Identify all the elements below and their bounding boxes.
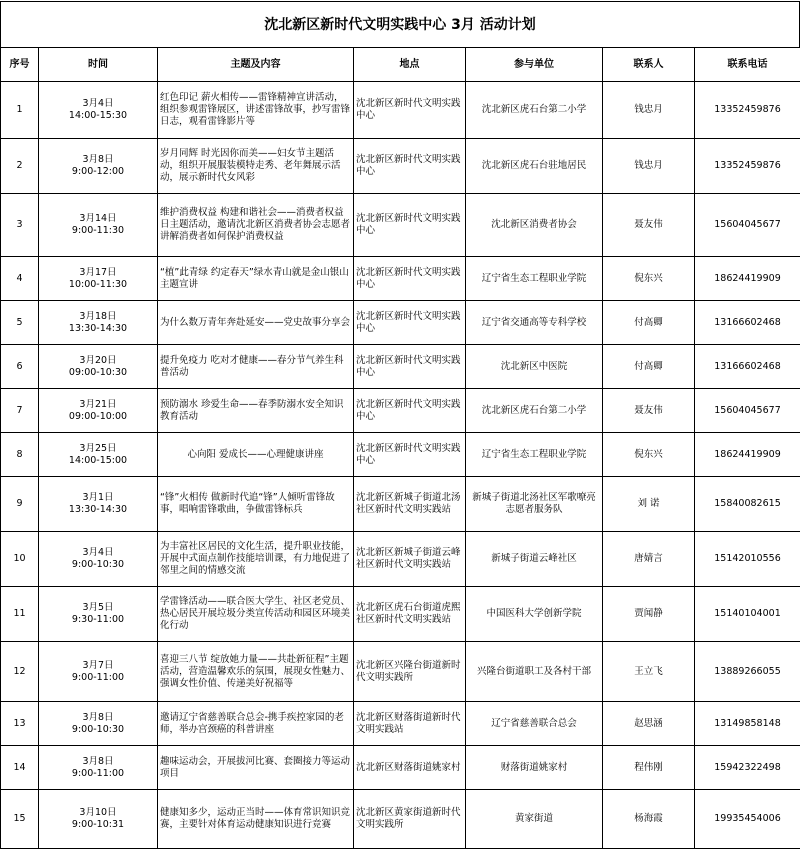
- row-time-range: 9:00-11:00: [71, 671, 125, 683]
- row-location: 沈北新区新时代文明实践中心: [354, 433, 466, 477]
- row-topic: “锋”火相传 做新时代追“锋”人倾听雷锋故事，唱响雷锋歌曲，争做雷锋标兵: [158, 477, 354, 532]
- row-contact: 杨海霞: [603, 790, 695, 849]
- row-date: 3月18日: [79, 310, 117, 322]
- row-date: 3月8日: [82, 755, 114, 767]
- row-topic: 为丰富社区居民的文化生活，提升职业技能，开展中式面点制作技能培训课，有力地促进了邻里之间的情感交流: [158, 532, 354, 587]
- row-unit: 辽宁省慈善联合总会: [466, 702, 603, 746]
- row-unit: 兴隆台街道职工及各村干部: [466, 642, 603, 702]
- row-date: 3月21日: [79, 398, 117, 410]
- row-phone: 19935454006: [695, 790, 800, 849]
- row-phone: 15140104001: [695, 587, 800, 642]
- row-date: 3月17日: [79, 266, 117, 278]
- row-location: 沈北新区财落街道姚家村: [354, 746, 466, 790]
- header-no: 序号: [1, 48, 39, 82]
- row-location: 沈北新区新时代文明实践中心: [354, 301, 466, 345]
- row-time: [39, 139, 158, 194]
- row-topic: 心向阳 爱成长——心理健康讲座: [158, 433, 354, 477]
- row-location: 沈北新区财落街道新时代文明实践站: [354, 702, 466, 746]
- row-time-range: 13:30-14:30: [68, 322, 128, 334]
- row-unit: 沈北新区虎石台驻地居民: [466, 139, 603, 194]
- row-contact: 唐婧言: [603, 532, 695, 587]
- row-time-range: 9:00-11:30: [71, 225, 125, 236]
- row-time-range: 9:00-11:00: [71, 767, 125, 779]
- row-date: 3月8日: [82, 711, 114, 723]
- row-number: 7: [1, 389, 39, 433]
- row-unit: 中国医科大学创新学院: [466, 587, 603, 642]
- row-phone: 13166602468: [695, 301, 800, 345]
- row-number: 11: [1, 587, 39, 642]
- row-location: 沈北新区新时代文明实践中心: [354, 139, 466, 194]
- row-location: 沈北新区新时代文明实践中心: [354, 389, 466, 433]
- table-header-row: [1, 48, 800, 82]
- row-time-range: 14:00-15:00: [68, 454, 128, 466]
- table-row: [1, 433, 800, 477]
- row-unit: 辽宁省生态工程职业学院: [466, 257, 603, 301]
- row-contact: 程伟刚: [603, 746, 695, 790]
- row-time-range: 10:00-11:30: [68, 278, 128, 290]
- row-phone: 13352459876: [695, 139, 800, 194]
- row-location: 沈北新区新时代文明实践中心: [354, 345, 466, 389]
- row-location: 沈北新区新时代文明实践中心: [354, 194, 466, 257]
- row-time: [39, 746, 158, 790]
- row-time-range: 13:30-14:30: [68, 504, 128, 515]
- row-phone: 13889266055: [695, 642, 800, 702]
- table-row: [1, 301, 800, 345]
- page-title: 沈北新区新时代文明实践中心 3月 活动计划: [0, 1, 800, 47]
- row-phone: 15604045677: [695, 389, 800, 433]
- row-number: 14: [1, 746, 39, 790]
- row-topic: 预防溺水 珍爱生命——春季防溺水安全知识教育活动: [158, 389, 354, 433]
- row-time: [39, 642, 158, 702]
- row-time: [39, 790, 158, 849]
- table-row: [1, 82, 800, 139]
- row-date: 3月25日: [79, 442, 117, 454]
- row-phone: 13166602468: [695, 345, 800, 389]
- row-unit: 沈北新区虎石台第二小学: [466, 82, 603, 139]
- row-unit: 新城子街道北汤社区军歌嘹亮志愿者服务队: [466, 477, 603, 532]
- row-number: 3: [1, 194, 39, 257]
- row-date: 3月7日: [82, 659, 114, 671]
- row-time-range: 9:00-10:30: [71, 559, 125, 570]
- row-contact: 倪东兴: [603, 257, 695, 301]
- row-phone: 15942322498: [695, 746, 800, 790]
- row-unit: 财落街道姚家村: [466, 746, 603, 790]
- row-topic: 学雷锋活动——联合医大学生、社区老党员、热心居民开展垃圾分类宣传活动和园区环境美化行动: [158, 587, 354, 642]
- row-phone: 13352459876: [695, 82, 800, 139]
- row-topic: 邀请辽宁省慈善联合总会-携手疾控家园的老师，举办宫颈癌的科普讲座: [158, 702, 354, 746]
- header-time: 时间: [39, 48, 158, 82]
- row-location: 沈北新区新城子街道北汤社区新时代文明实践站: [354, 477, 466, 532]
- row-time-range: 9:30-11:00: [71, 614, 125, 625]
- table-row: [1, 587, 800, 642]
- row-contact: 王立飞: [603, 642, 695, 702]
- row-date: 3月10日: [79, 807, 117, 818]
- row-number: 12: [1, 642, 39, 702]
- row-time-range: 9:00-10:30: [71, 723, 125, 735]
- row-contact: 钱忠月: [603, 82, 695, 139]
- header-unit: 参与单位: [466, 48, 603, 82]
- row-date: 3月14日: [79, 213, 117, 224]
- row-location: 沈北新区黄家街道新时代文明实践所: [354, 790, 466, 849]
- row-contact: 贾闻静: [603, 587, 695, 642]
- row-time: [39, 257, 158, 301]
- row-number: 13: [1, 702, 39, 746]
- activity-table: [0, 47, 800, 849]
- row-time: [39, 477, 158, 532]
- row-date: 3月5日: [82, 602, 114, 613]
- row-topic: 岁月同辉 时光因你而美——妇女节主题活动，组织开展服装模特走秀、老年舞展示活动，展示新时代女风彩: [158, 139, 354, 194]
- row-time: [39, 194, 158, 257]
- row-number: 15: [1, 790, 39, 849]
- table-row: [1, 345, 800, 389]
- row-unit: 辽宁省生态工程职业学院: [466, 433, 603, 477]
- row-number: 9: [1, 477, 39, 532]
- row-phone: 18624419909: [695, 433, 800, 477]
- row-topic: 提升免疫力 吃对才健康——春分节气养生科普活动: [158, 345, 354, 389]
- row-number: 6: [1, 345, 39, 389]
- row-topic: “植”此青绿 约定春天”绿水青山就是金山银山主题宣讲: [158, 257, 354, 301]
- row-phone: 15142010556: [695, 532, 800, 587]
- row-number: 1: [1, 82, 39, 139]
- header-contact: 联系人: [603, 48, 695, 82]
- row-time: [39, 345, 158, 389]
- row-location: 沈北新区虎石台街道虎熙社区新时代文明实践站: [354, 587, 466, 642]
- row-number: 2: [1, 139, 39, 194]
- table-row: [1, 194, 800, 257]
- row-number: 4: [1, 257, 39, 301]
- row-time-range: 9:00-12:00: [71, 166, 125, 177]
- row-contact: 聂友伟: [603, 389, 695, 433]
- row-contact: 钱忠月: [603, 139, 695, 194]
- table-row: [1, 642, 800, 702]
- row-time: [39, 433, 158, 477]
- row-time-range: 14:00-15:30: [68, 110, 128, 121]
- header-topic: 主题及内容: [158, 48, 354, 82]
- row-time: [39, 702, 158, 746]
- row-topic: 喜迎三八节 绽放她力量——共赴新征程”主题活动，营造温馨欢乐的氛围，展现女性魅力、强调女性价值、传递美好祝福等: [158, 642, 354, 702]
- row-topic: 趣味运动会，开展拔河比赛、套圈接力等运动项目: [158, 746, 354, 790]
- row-date: 3月1日: [82, 492, 114, 503]
- row-date: 3月8日: [82, 154, 114, 165]
- table-row: [1, 139, 800, 194]
- row-time: [39, 587, 158, 642]
- row-number: 5: [1, 301, 39, 345]
- table-row: [1, 790, 800, 849]
- row-location: 沈北新区兴隆台街道新时代文明实践所: [354, 642, 466, 702]
- row-contact: 聂友伟: [603, 194, 695, 257]
- row-location: 沈北新区新时代文明实践中心: [354, 257, 466, 301]
- row-number: 8: [1, 433, 39, 477]
- row-topic: 维护消费权益 构建和谐社会——消费者权益日主题活动，邀请沈北新区消费者协会志愿者讲解消费者如何保护消费权益: [158, 194, 354, 257]
- row-contact: 倪东兴: [603, 433, 695, 477]
- row-contact: 赵思涵: [603, 702, 695, 746]
- row-time-range: 09:00-10:30: [68, 366, 128, 378]
- row-time-range: 9:00-10:31: [71, 819, 125, 830]
- row-time: [39, 389, 158, 433]
- row-unit: 辽宁省交通高等专科学校: [466, 301, 603, 345]
- row-phone: 18624419909: [695, 257, 800, 301]
- header-phone: 联系电话: [695, 48, 800, 82]
- row-time: [39, 532, 158, 587]
- row-date: 3月4日: [82, 98, 114, 109]
- row-phone: 13149858148: [695, 702, 800, 746]
- row-phone: 15604045677: [695, 194, 800, 257]
- row-unit: 沈北新区消费者协会: [466, 194, 603, 257]
- row-unit: 沈北新区中医院: [466, 345, 603, 389]
- row-time-range: 09:00-10:00: [68, 410, 128, 422]
- table-row: [1, 702, 800, 746]
- row-topic: 健康知多少，运动正当时——体育常识知识竞赛，主要针对体育运动健康知识进行竞赛: [158, 790, 354, 849]
- row-unit: 黄家街道: [466, 790, 603, 849]
- row-topic: 为什么数万青年奔赴延安——党史故事分享会: [158, 301, 354, 345]
- table-row: [1, 746, 800, 790]
- table-row: [1, 532, 800, 587]
- row-contact: 付高卿: [603, 345, 695, 389]
- table-row: [1, 257, 800, 301]
- row-unit: 新城子街道云峰社区: [466, 532, 603, 587]
- table-row: [1, 477, 800, 532]
- row-phone: 15840082615: [695, 477, 800, 532]
- row-location: 沈北新区新城子街道云峰社区新时代文明实践站: [354, 532, 466, 587]
- row-number: 10: [1, 532, 39, 587]
- row-time: [39, 82, 158, 139]
- row-date: 3月20日: [79, 354, 117, 366]
- row-location: 沈北新区新时代文明实践中心: [354, 82, 466, 139]
- table-row: [1, 389, 800, 433]
- row-date: 3月4日: [82, 547, 114, 558]
- row-topic: 红色印记 薪火相传——雷锋精神宣讲活动，组织参观雷锋展区，讲述雷锋故事，抄写雷锋日志，观看雷锋影片等: [158, 82, 354, 139]
- row-time: [39, 301, 158, 345]
- row-contact: 付高卿: [603, 301, 695, 345]
- row-contact: 刘 诺: [603, 477, 695, 532]
- row-unit: 沈北新区虎石台第二小学: [466, 389, 603, 433]
- header-location: 地点: [354, 48, 466, 82]
